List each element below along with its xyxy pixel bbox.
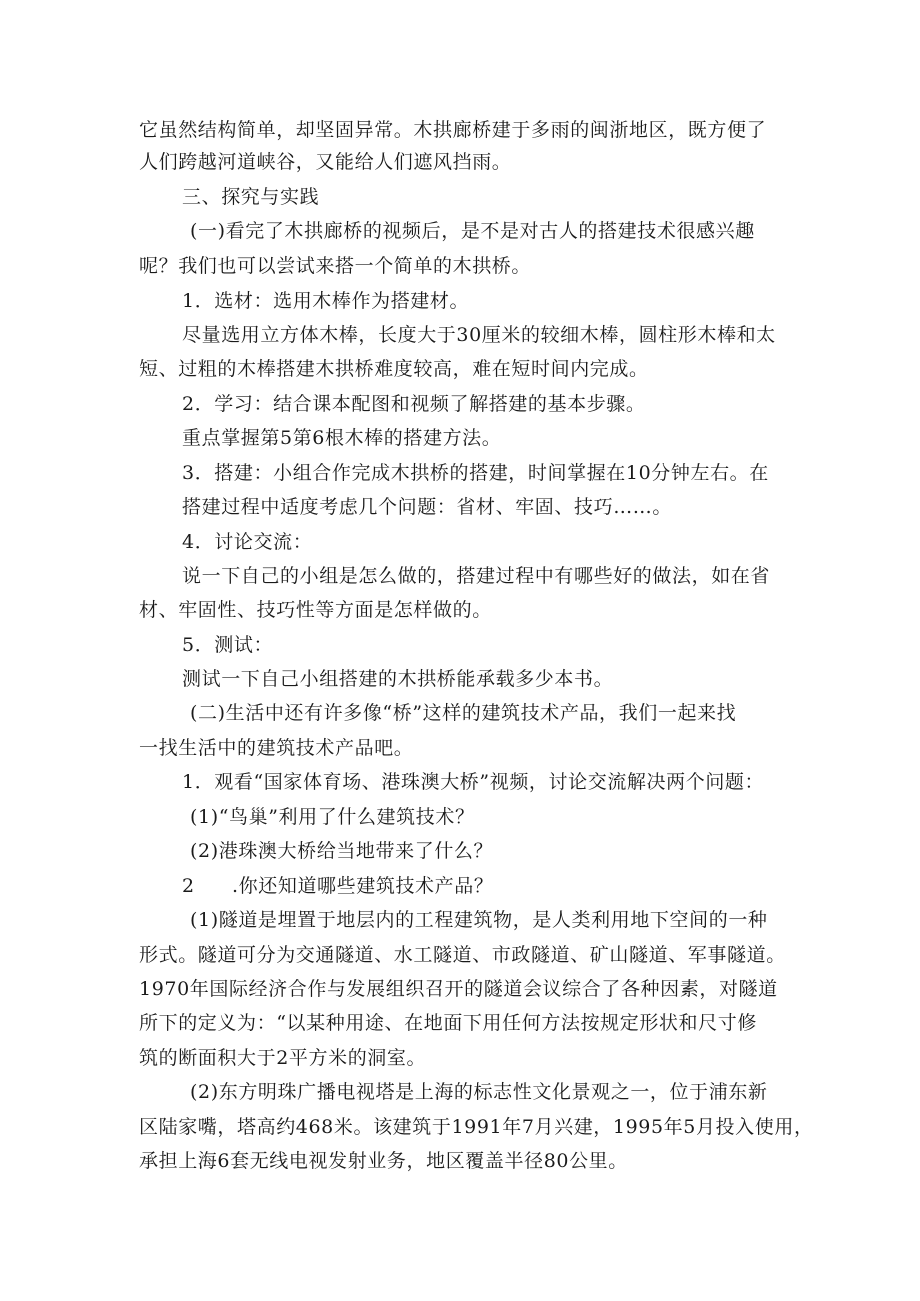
- step-heading: .你还知道哪些建筑技术产品？: [232, 875, 494, 897]
- section-heading: 三、探究与实践: [182, 186, 320, 208]
- paragraph-line: (1)隧道是埋置于地层内的工程建筑物，是人类利用地下空间的一种: [190, 909, 768, 931]
- step-heading: 3．搭建：小组合作完成木拱桥的搭建，时间掌握在10分钟左右。在: [182, 462, 769, 484]
- step-heading: 2．学习：结合课本配图和视频了解搭建的基本步骤。: [182, 393, 646, 415]
- paragraph-line: 筑的断面积大于2平方米的洞室。: [139, 1047, 427, 1069]
- question-item: (1)“鸟巢”利用了什么建筑技术？: [190, 806, 475, 828]
- paragraph-line: 呢？我们也可以尝试来搭一个简单的木拱桥。: [139, 255, 532, 277]
- paragraph-line: 人们跨越河道峡谷，又能给人们遮风挡雨。: [139, 151, 512, 173]
- paragraph-line: 搭建过程中适度考虑几个问题：省材、牢固、技巧……。: [182, 496, 673, 518]
- step-heading: 4．讨论交流：: [182, 531, 313, 553]
- step-number: 2: [182, 875, 195, 897]
- paragraph-line: 承担上海6套无线电视发射业务，地区覆盖半径80公里。: [139, 1150, 628, 1172]
- question-item: (2)港珠澳大桥给当地带来了什么？: [190, 840, 494, 862]
- paragraph-line: 测试一下自己小组搭建的木拱桥能承载多少本书。: [182, 668, 614, 690]
- paragraph-line: (一)看完了木拱廊桥的视频后，是不是对古人的搭建技术很感兴趣: [190, 220, 755, 242]
- paragraph-line: (二)生活中还有许多像“桥”这样的建筑技术产品，我们一起来找: [190, 702, 737, 724]
- paragraph-line: 形式。隧道可分为交通隧道、水工隧道、市政隧道、矿山隧道、军事隧道。: [139, 944, 786, 966]
- paragraph-line: 说一下自己的小组是怎么做的，搭建过程中有哪些好的做法，如在省: [182, 565, 771, 587]
- paragraph-line: 所下的定义为：“以某种用途、在地面下用任何方法按规定形状和尺寸修: [139, 1012, 757, 1034]
- step-heading: 1．观看“国家体育场、港珠澳大桥”视频，讨论交流解决两个问题：: [182, 771, 765, 793]
- paragraph-line: 它虽然结构简单，却坚固异常。木拱廊桥建于多雨的闽浙地区，既方便了: [139, 119, 767, 141]
- step-heading: 5．测试：: [182, 634, 274, 656]
- paragraph-line: 区陆家嘴，塔高约468米。该建筑于1991年7月兴建，1995年5月投入使用，: [139, 1116, 814, 1138]
- paragraph-line: 重点掌握第5第6根木棒的搭建方法。: [182, 427, 502, 449]
- paragraph-line: 尽量选用立方体木棒，长度大于30厘米的较细木棒，圆柱形木棒和太: [182, 324, 776, 346]
- paragraph-line: 短、过粗的木棒搭建木拱桥难度较高，难在短时间内完成。: [139, 358, 649, 380]
- paragraph-line: 一找生活中的建筑技术产品吧。: [139, 737, 414, 759]
- paragraph-line: 材、牢固性、技巧性等方面是怎样做的。: [139, 599, 492, 621]
- paragraph-line: 1970年国际经济合作与发展组织召开的隧道会议综合了各种因素，对隧道: [139, 978, 778, 1000]
- paragraph-line: (2)东方明珠广播电视塔是上海的标志性文化景观之一，位于浦东新: [190, 1081, 768, 1103]
- step-heading: 1．选材：选用木棒作为搭建材。: [182, 290, 470, 312]
